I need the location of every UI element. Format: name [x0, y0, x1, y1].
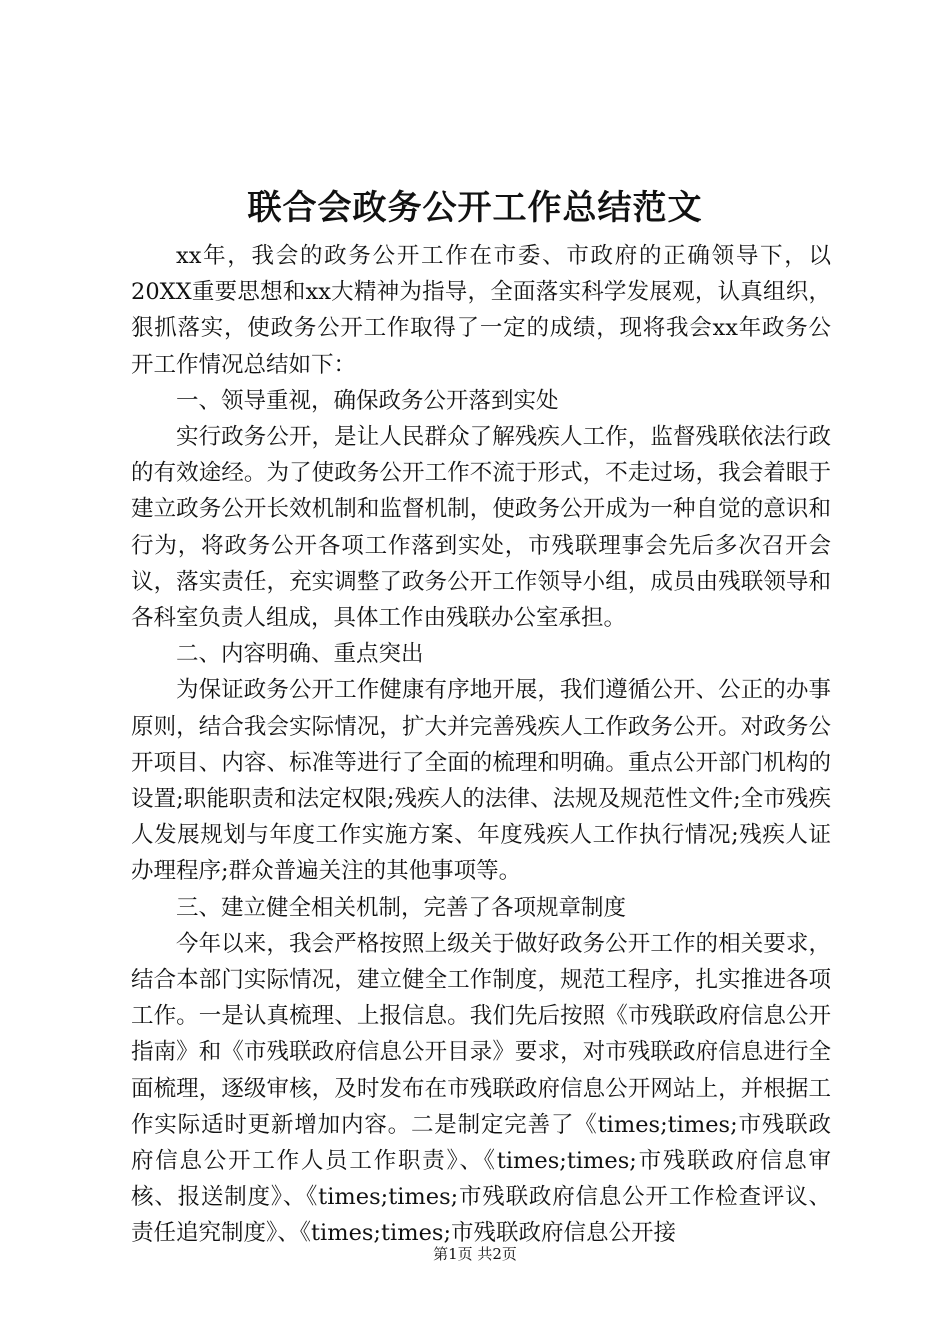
paragraph-intro: xx年，我会的政务公开工作在市委、市政府的正确领导下，以20XX重要思想和xx大精神为指导，全面落实科学发展观，认真组织，狠抓落实，使政务公开工作取得了一定的成绩，现将我会xx年政务公开工作情况总结如下： — [131, 243, 831, 378]
page-footer: 第1页 共2页 — [433, 1245, 517, 1263]
paragraph-section-2: 为保证政务公开工作健康有序地开展，我们遵循公开、公正的办事原则，结合我会实际情况，扩大并完善残疾人工作政务公开。对政务公开项目、内容、标准等进行了全面的梳理和明确。重点公开部门机构的设置;职能职责和法定权限;残疾人的法律、法规及规范性文件;全市残疾人发展规划与年度工作实施方案、年度残疾人工作执行情况;残疾人证办理程序;群众普遍关注的其他事项等。 — [131, 677, 831, 885]
paragraph-section-3: 今年以来，我会严格按照上级关于做好政务公开工作的相关要求，结合本部门实际情况，建立健全工作制度，规范工程序，扎实推进各项工作。一是认真梳理、上报信息。我们先后按照《市残联政府信息公开指南》和《市残联政府信息公开目录》要求，对市残联政府信息进行全面梳理，逐级审核，及时发布在市残联政府信息公开网站上，并根据工作实际适时更新增加内容。二是制定完善了《times;times;市残联政府信息公开工作人员工作职责》、《times;times;市残联政府信息审核、报送制度》、《times;times;市残联政府信息公开工作检查评议、责任追究制度》、《times;times;市残联政府信息公开接 — [131, 930, 831, 1247]
section-heading-3: 三、建立健全相关机制，完善了各项规章制度 — [176, 894, 627, 921]
section-heading-1: 一、领导重视，确保政务公开落到实处 — [176, 387, 559, 414]
paragraph-section-1: 实行政务公开，是让人民群众了解残疾人工作，监督残联依法行政的有效途经。为了使政务公开工作不流于形式，不走过场，我会着眼于建立政务公开长效机制和监督机制，使政务公开成为一种自觉的意识和行为，将政务公开各项工作落到实处，市残联理事会先后多次召开会议，落实责任，充实调整了政务公开工作领导小组，成员由残联领导和各科室负责人组成，具体工作由残联办公室承担。 — [131, 424, 831, 632]
section-heading-2: 二、内容明确、重点突出 — [176, 641, 424, 668]
document-body — [131, 238, 831, 1252]
document-title: 联合会政务公开工作总结范文 — [247, 188, 703, 228]
